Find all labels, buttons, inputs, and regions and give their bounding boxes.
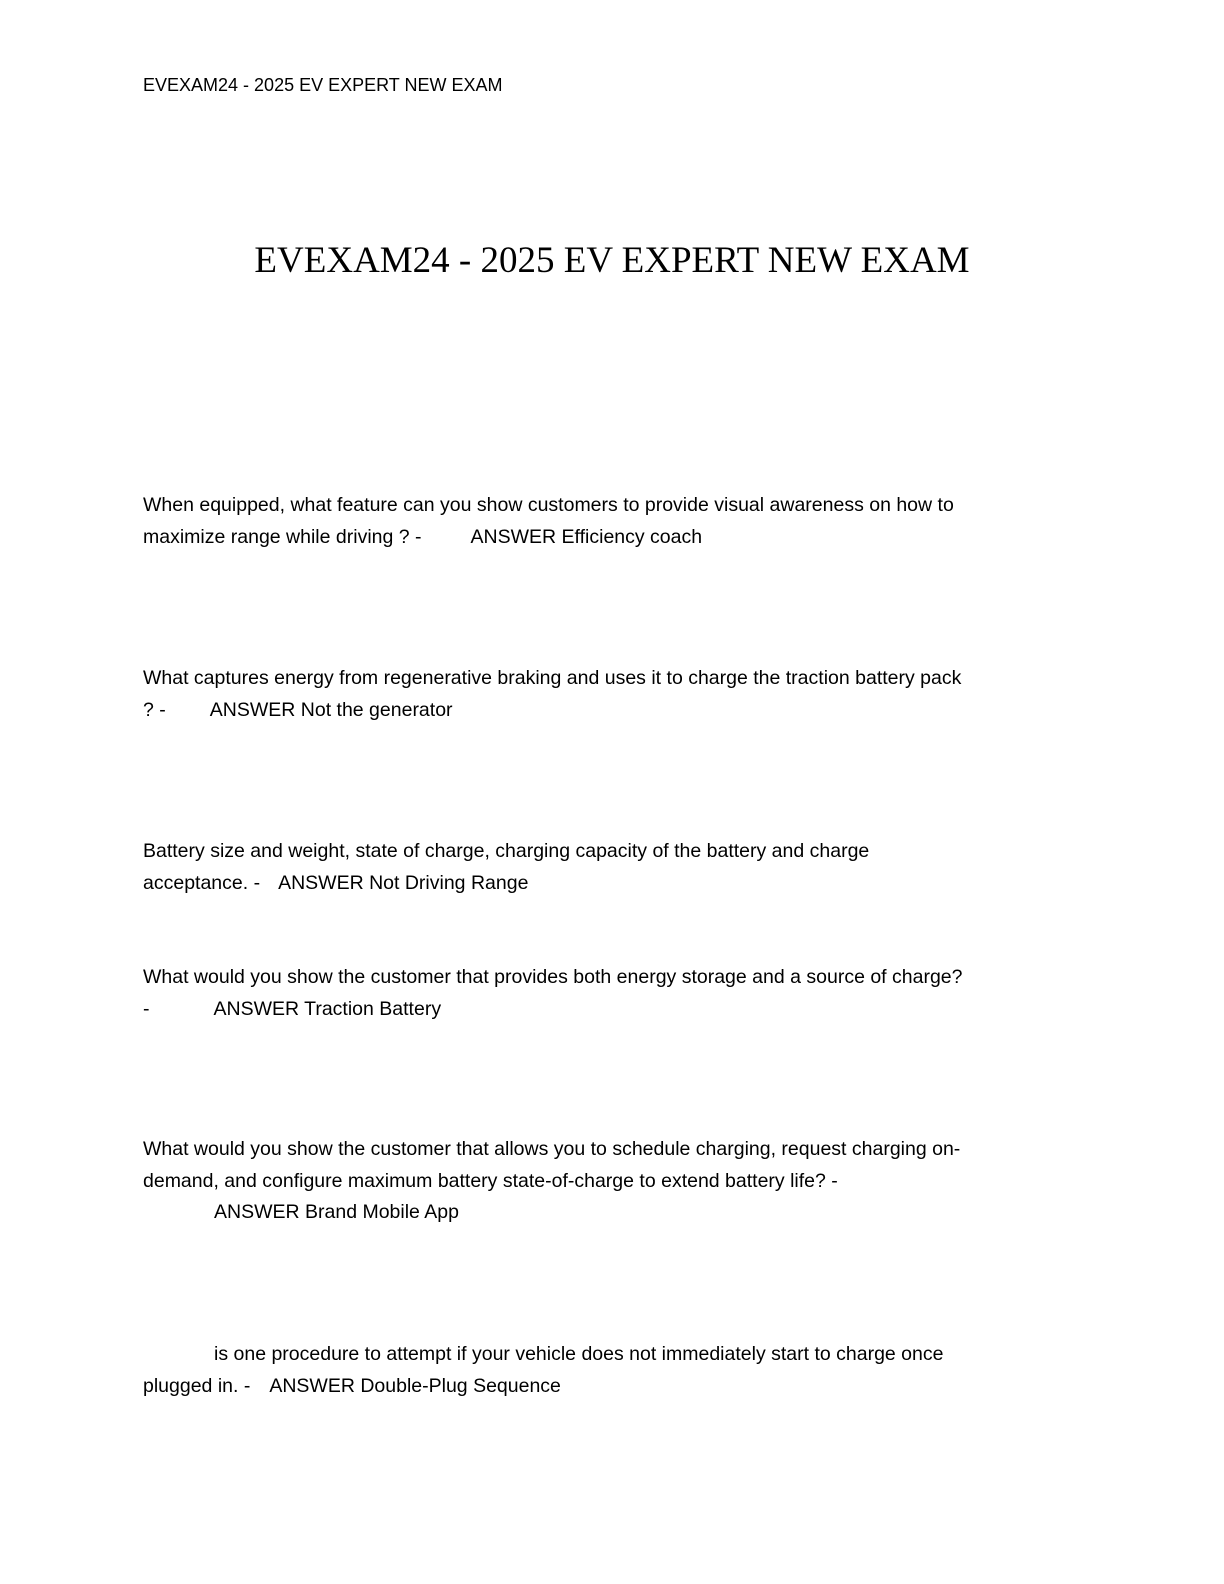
question-text: acceptance. - xyxy=(143,871,261,894)
answer-text: ANSWER Brand Mobile App xyxy=(214,1201,459,1223)
question-text: is one procedure to attempt if your vehicle does not immediately start to charge once xyxy=(214,1343,944,1365)
question-line: When equipped, what feature can you show customers to provide visual awareness on how to xyxy=(143,494,954,516)
question-answer-line xyxy=(143,994,1083,1026)
question-text: - xyxy=(143,997,150,1020)
answer-text: ANSWER Not the generator xyxy=(209,698,453,721)
answer-text: ANSWER Traction Battery xyxy=(213,997,442,1020)
question-answer-line xyxy=(143,522,1083,554)
answer-line xyxy=(143,1197,1083,1229)
question-answer-line xyxy=(143,695,1083,727)
qa-item-1 xyxy=(143,490,1083,553)
question-line: demand, and configure maximum battery state-of-charge to extend battery life? - xyxy=(143,1169,838,1192)
answer-text: ANSWER Double-Plug Sequence xyxy=(269,1374,561,1397)
qa-item-2 xyxy=(143,663,1083,726)
qa-item-6 xyxy=(143,1339,1083,1402)
qa-item-3 xyxy=(143,836,1083,899)
qa-item-5 xyxy=(143,1134,1083,1229)
answer-text: ANSWER Not Driving Range xyxy=(278,871,529,894)
question-line: What captures energy from regenerative braking and uses it to charge the traction battery pack xyxy=(143,667,962,689)
question-answer-line xyxy=(143,868,1083,900)
running-header: EVEXAM24 - 2025 EV EXPERT NEW EXAM xyxy=(143,75,503,95)
question-line xyxy=(143,1339,1083,1371)
question-text: plugged in. - xyxy=(143,1374,251,1397)
question-text: maximize range while driving ? - xyxy=(143,525,422,548)
question-answer-line xyxy=(143,1371,1083,1403)
question-line: Battery size and weight, state of charge, charging capacity of the battery and charge xyxy=(143,840,870,862)
question-text: ? - xyxy=(143,698,166,721)
question-line: What would you show the customer that allows you to schedule charging, request charging on- xyxy=(143,1138,961,1160)
qa-item-4 xyxy=(143,962,1083,1025)
answer-text: ANSWER Efficiency coach xyxy=(470,525,703,548)
question-line: What would you show the customer that provides both energy storage and a source of charge? xyxy=(143,966,963,988)
page-title: EVEXAM24 - 2025 EV EXPERT NEW EXAM xyxy=(254,240,970,281)
